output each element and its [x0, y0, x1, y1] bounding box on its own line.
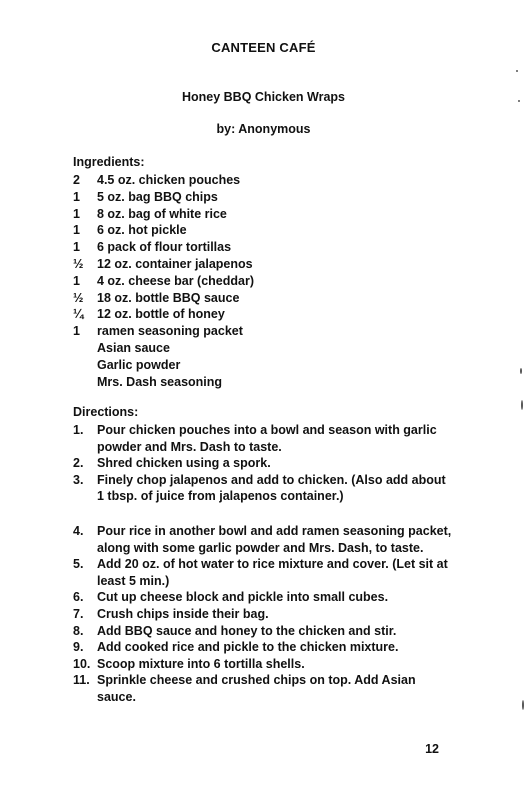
- ingredient-name: ramen seasoning packet: [97, 324, 243, 339]
- direction-step: [73, 589, 453, 606]
- step-text: Sprinkle cheese and crushed chips on top. Add Asian sauce.: [97, 673, 416, 704]
- ingredient-quantity: ¼: [73, 307, 84, 322]
- scan-speck: [521, 400, 523, 410]
- step-text: Add BBQ sauce and honey to the chicken and stir.: [97, 623, 397, 638]
- ingredient-quantity: [73, 357, 97, 374]
- ingredient-name: 12 oz. container jalapenos: [97, 256, 253, 271]
- direction-step: [73, 556, 453, 589]
- direction-step: [73, 472, 453, 505]
- directions-heading: Directions:: [73, 405, 139, 419]
- ingredient-name: 12 oz. bottle of honey: [97, 307, 225, 322]
- ingredient-row: [73, 256, 493, 273]
- ingredient-row: [73, 273, 493, 290]
- scan-speck: [520, 368, 522, 374]
- ingredient-quantity: 2: [73, 173, 80, 187]
- step-text: Shred chicken using a spork.: [97, 456, 271, 471]
- direction-step: [73, 623, 453, 640]
- ingredient-row: [73, 239, 493, 256]
- ingredient-row: [73, 222, 493, 239]
- step-text: Scoop mixture into 6 tortilla shells.: [97, 656, 305, 671]
- ingredient-quantity: ½: [73, 290, 84, 305]
- scan-speck: [518, 100, 520, 102]
- direction-step: [73, 656, 453, 673]
- ingredient-quantity: 1: [73, 206, 80, 221]
- direction-step: [73, 606, 453, 623]
- step-number: 1.: [73, 423, 84, 437]
- ingredient-name: Asian sauce: [97, 340, 170, 355]
- scan-speck: [522, 700, 524, 710]
- ingredient-name: 4.5 oz. chicken pouches: [97, 173, 241, 187]
- ingredient-quantity: 1: [73, 223, 80, 238]
- step-number: 10.: [73, 656, 91, 671]
- directions-list: [73, 422, 453, 706]
- ingredients-list: [73, 172, 493, 390]
- step-number: 4.: [73, 523, 84, 538]
- ingredient-row: [73, 306, 493, 323]
- step-number: 7.: [73, 606, 84, 621]
- ingredient-name: 4 oz. cheese bar (cheddar): [97, 273, 255, 288]
- step-number: 2.: [73, 456, 84, 471]
- step-text: Pour chicken pouches into a bowl and season with garlic powder and Mrs. Dash to taste.: [97, 423, 437, 454]
- direction-step: [73, 639, 453, 656]
- step-text: Cut up cheese block and pickle into small cubes.: [97, 590, 389, 605]
- recipe-title: Honey BBQ Chicken Wraps: [181, 90, 345, 104]
- step-number: 8.: [73, 623, 84, 638]
- page-header: CANTEEN CAFÉ: [211, 40, 316, 55]
- ingredient-name: 18 oz. bottle BBQ sauce: [97, 290, 240, 305]
- ingredient-row: [73, 189, 493, 206]
- step-text: Add cooked rice and pickle to the chicken mixture.: [97, 640, 399, 655]
- page-number: 12: [425, 742, 439, 756]
- ingredient-quantity: ½: [73, 256, 84, 271]
- ingredients-heading: Ingredients:: [73, 155, 145, 169]
- ingredient-row: [73, 374, 493, 391]
- step-number: 5.: [73, 557, 84, 572]
- ingredient-quantity: [73, 374, 97, 391]
- ingredient-quantity: 1: [73, 324, 80, 339]
- direction-step: [73, 422, 453, 455]
- step-text: Finely chop jalapenos and add to chicken. (Also add about 1 tbsp. of juice from jalapenos container.): [97, 472, 446, 504]
- direction-step: [73, 455, 453, 472]
- scan-speck: [516, 70, 518, 72]
- direction-step: [73, 523, 453, 556]
- step-text: Add 20 oz. of hot water to rice mixture and cover. (Let sit at least 5 min.): [97, 557, 448, 588]
- ingredient-row: [73, 340, 493, 357]
- ingredient-name: 6 oz. hot pickle: [97, 223, 187, 238]
- step-text: Pour rice in another bowl and add ramen seasoning packet, along with some garlic powder and Mrs. Dash, to taste.: [97, 523, 452, 555]
- ingredient-row: [73, 323, 493, 340]
- recipe-byline: by: Anonymous: [216, 122, 311, 136]
- ingredient-quantity: [73, 340, 97, 357]
- step-number: 3.: [73, 472, 84, 487]
- ingredient-name: 6 pack of flour tortillas: [97, 240, 232, 255]
- direction-step: [73, 672, 453, 705]
- ingredient-row: [73, 357, 493, 374]
- ingredient-quantity: 1: [73, 240, 80, 255]
- step-number: 6.: [73, 590, 84, 605]
- ingredient-name: Garlic powder: [97, 357, 181, 372]
- step-text: Crush chips inside their bag.: [97, 606, 269, 621]
- ingredient-row: [73, 172, 493, 189]
- ingredient-name: Mrs. Dash seasoning: [97, 374, 223, 389]
- step-number: 9.: [73, 640, 84, 655]
- ingredient-name: 8 oz. bag of white rice: [97, 206, 227, 221]
- ingredient-quantity: 1: [73, 189, 80, 204]
- ingredient-name: 5 oz. bag BBQ chips: [97, 189, 218, 204]
- step-number: 11.: [73, 673, 90, 688]
- ingredient-row: [73, 206, 493, 223]
- ingredient-row: [73, 290, 493, 307]
- ingredient-quantity: 1: [73, 273, 80, 288]
